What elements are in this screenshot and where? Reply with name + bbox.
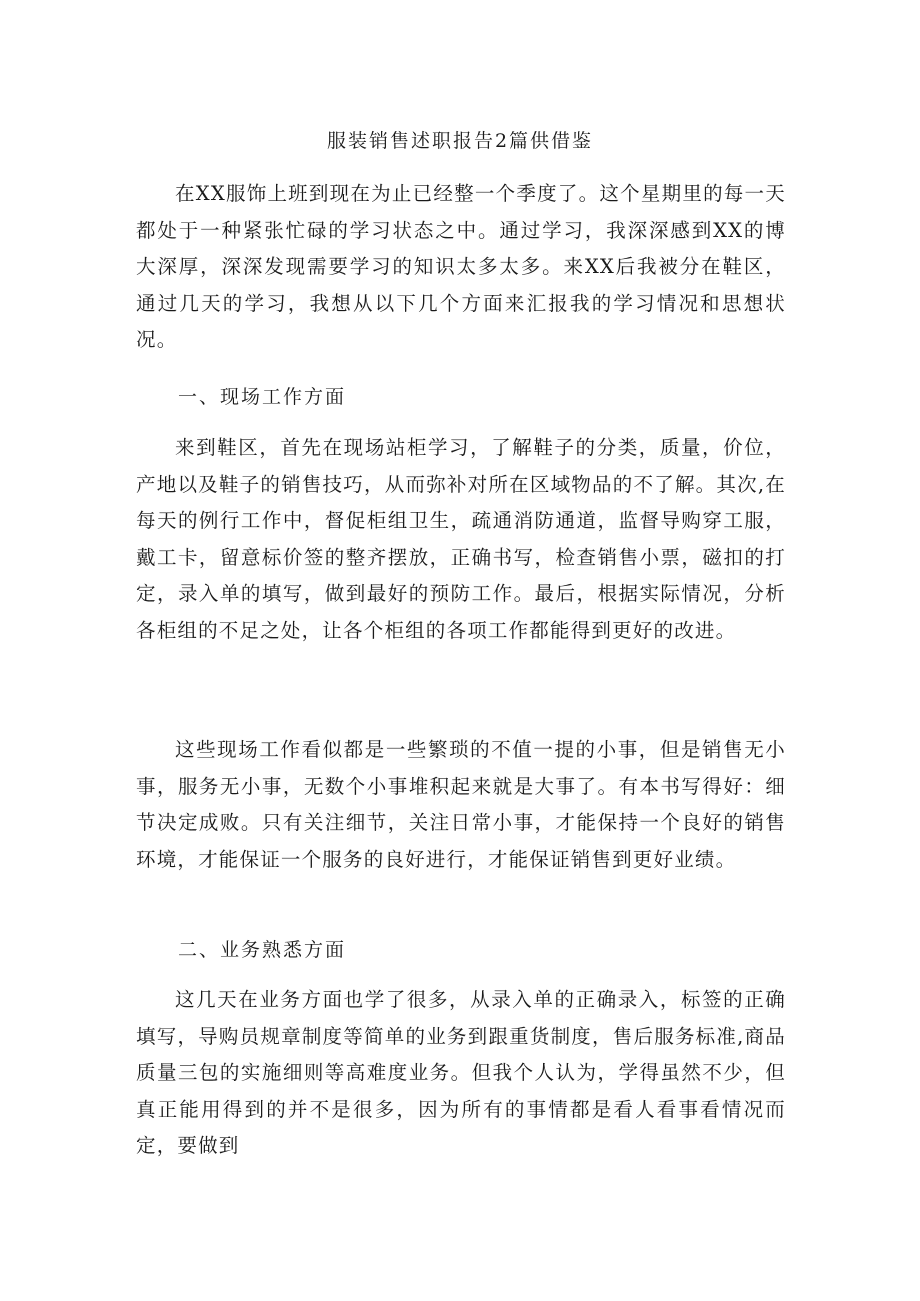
intro-paragraph: 在XX服饰上班到现在为止已经整一个季度了。这个星期里的每一天都处于一种紧张忙碌的学习状态之中。通过学习，我深深感到XX的博大深厚，深深发现需要学习的知识太多太多。来XX后我被分在鞋区，通过几天的学习，我想从以下几个方面来汇报我的学习情况和思想状况。 — [136, 182, 786, 352]
document-title: 服装销售述职报告2篇供借鉴 — [326, 130, 594, 152]
paragraph-onsite-work-details: 这些现场工作看似都是一些繁琐的不值一提的小事，但是销售无小事，服务无小事，无数个小事堆积起来就是大事了。有本书写得好：细节决定成败。只有关注细节，关注日常小事，才能保持一个良好的销售环境，才能保证一个服务的良好进行，才能保证销售到更好业绩。 — [136, 738, 786, 871]
paragraph-business-familiarity: 这几天在业务方面也学了很多，从录入单的正确录入，标签的正确填写，导购员规章制度等简单的业务到跟重货制度，售后服务标准,商品质量三包的实施细则等高难度业务。但我个人认为，学得虽然不少，但真正能用得到的并不是很多，因为所有的事情都是看人看事看情况而定，要做到 — [136, 988, 786, 1158]
section-heading-onsite-work: 一、现场工作方面 — [178, 386, 347, 408]
section-heading-business-familiarity: 二、业务熟悉方面 — [178, 939, 347, 961]
paragraph-onsite-work-tasks: 来到鞋区，首先在现场站柜学习，了解鞋子的分类，质量，价位，产地以及鞋子的销售技巧，从而弥补对所在区域物品的不了解。其次,在每天的例行工作中，督促柜组卫生，疏通消防通道，监督导购穿工服，戴工卡，留意标价签的整齐摆放，正确书写，检查销售小票，磁扣的打定，录入单的填写，做到最好的预防工作。最后，根据实际情况，分析各柜组的不足之处，让各个柜组的各项工作都能得到更好的改进。 — [136, 436, 786, 642]
